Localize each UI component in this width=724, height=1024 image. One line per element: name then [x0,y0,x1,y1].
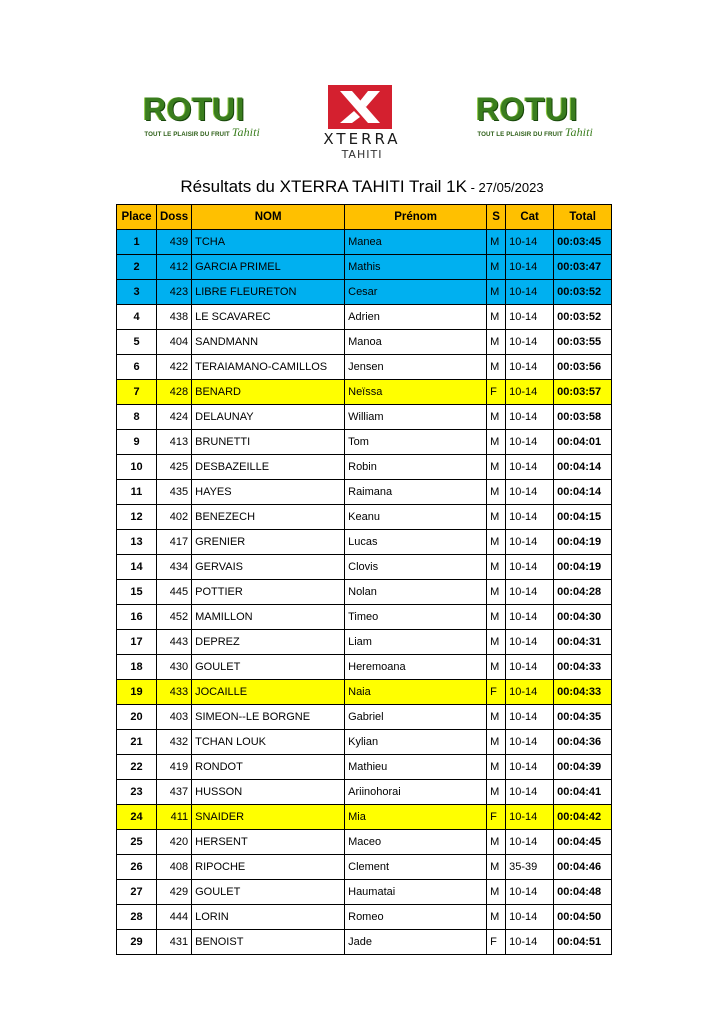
place-cell: 15 [117,580,157,605]
total-cell: 00:03:45 [554,230,612,255]
nom-cell: HAYES [192,480,345,505]
cat-cell: 10-14 [506,730,554,755]
sexe-cell: M [487,905,506,930]
prenom-cell: Manea [345,230,487,255]
sexe-cell: F [487,930,506,955]
total-cell: 00:04:51 [554,930,612,955]
doss-cell: 423 [157,280,192,305]
sexe-cell: M [487,280,506,305]
total-cell: 00:04:45 [554,830,612,855]
page-title [0,177,724,197]
table-row [117,580,612,605]
nom-cell: GOULET [192,655,345,680]
prenom-cell: Heremoana [345,655,487,680]
nom-cell: LIBRE FLEURETON [192,280,345,305]
cat-cell: 10-14 [506,480,554,505]
title-text: Résultats du XTERRA TAHITI Trail 1K [180,177,467,196]
rotui-wordmark: ROTUI [142,91,246,127]
cat-cell: 10-14 [506,455,554,480]
doss-cell: 437 [157,780,192,805]
prenom-cell: Romeo [345,905,487,930]
results-body [117,230,612,955]
nom-cell: SIMEON--LE BORGNE [192,705,345,730]
cat-cell: 10-14 [506,655,554,680]
header-cat: Cat [506,205,554,230]
prenom-cell: Keanu [345,505,487,530]
total-cell: 00:04:36 [554,730,612,755]
table-row [117,380,612,405]
place-cell: 14 [117,555,157,580]
table-row [117,505,612,530]
doss-cell: 412 [157,255,192,280]
table-row [117,755,612,780]
place-cell: 4 [117,305,157,330]
nom-cell: SANDMANN [192,330,345,355]
cat-cell: 10-14 [506,830,554,855]
cat-cell: 10-14 [506,405,554,430]
nom-cell: LE SCAVAREC [192,305,345,330]
prenom-cell: Liam [345,630,487,655]
rotui-tagline: TOUT LE PLAISIR DU FRUIT Tahiti [477,125,593,139]
cat-cell: 10-14 [506,705,554,730]
total-cell: 00:04:31 [554,630,612,655]
total-cell: 00:04:42 [554,805,612,830]
place-cell: 29 [117,930,157,955]
total-cell: 00:03:47 [554,255,612,280]
table-row [117,655,612,680]
place-cell: 17 [117,630,157,655]
nom-cell: SNAIDER [192,805,345,830]
place-cell: 10 [117,455,157,480]
prenom-cell: Lucas [345,530,487,555]
table-row [117,780,612,805]
rotui-wordmark: ROTUI [475,91,579,127]
cat-cell: 10-14 [506,680,554,705]
place-cell: 22 [117,755,157,780]
nom-cell: GERVAIS [192,555,345,580]
total-cell: 00:04:33 [554,680,612,705]
total-cell: 00:04:28 [554,580,612,605]
sexe-cell: M [487,580,506,605]
place-cell: 8 [117,405,157,430]
doss-cell: 452 [157,605,192,630]
prenom-cell: Jade [345,930,487,955]
nom-cell: TERAIAMANO-CAMILLOS [192,355,345,380]
rotui-logo-right [461,92,593,140]
nom-cell: HERSENT [192,830,345,855]
cat-cell: 35-39 [506,855,554,880]
table-row [117,605,612,630]
cat-cell: 10-14 [506,905,554,930]
prenom-cell: Mia [345,805,487,830]
table-row [117,730,612,755]
cat-cell: 10-14 [506,330,554,355]
doss-cell: 413 [157,430,192,455]
prenom-cell: Maceo [345,830,487,855]
table-header-row [117,205,612,230]
rotui-logo-left [128,92,260,140]
total-cell: 00:03:55 [554,330,612,355]
prenom-cell: Manoa [345,330,487,355]
sexe-cell: F [487,680,506,705]
sexe-cell: M [487,630,506,655]
sexe-cell: M [487,755,506,780]
doss-cell: 438 [157,305,192,330]
header-nom: NOM [192,205,345,230]
doss-cell: 402 [157,505,192,530]
total-cell: 00:04:14 [554,480,612,505]
cat-cell: 10-14 [506,505,554,530]
nom-cell: BENEZECH [192,505,345,530]
sexe-cell: F [487,380,506,405]
doss-cell: 411 [157,805,192,830]
cat-cell: 10-14 [506,230,554,255]
sexe-cell: M [487,730,506,755]
place-cell: 7 [117,380,157,405]
total-cell: 00:04:39 [554,755,612,780]
place-cell: 26 [117,855,157,880]
nom-cell: DESBAZEILLE [192,455,345,480]
doss-cell: 408 [157,855,192,880]
nom-cell: GRENIER [192,530,345,555]
nom-cell: RIPOCHE [192,855,345,880]
place-cell: 27 [117,880,157,905]
header-prenom: Prénom [345,205,487,230]
cat-cell: 10-14 [506,930,554,955]
nom-cell: BRUNETTI [192,430,345,455]
doss-cell: 435 [157,480,192,505]
prenom-cell: Raimana [345,480,487,505]
table-row [117,830,612,855]
nom-cell: DELAUNAY [192,405,345,430]
total-cell: 00:04:19 [554,530,612,555]
nom-cell: DEPREZ [192,630,345,655]
table-row [117,455,612,480]
total-cell: 00:03:56 [554,355,612,380]
nom-cell: HUSSON [192,780,345,805]
place-cell: 12 [117,505,157,530]
xterra-wordmark: XTERRA [323,130,401,148]
results-table [116,204,612,955]
nom-cell: BENOIST [192,930,345,955]
place-cell: 16 [117,605,157,630]
sexe-cell: M [487,505,506,530]
doss-cell: 404 [157,330,192,355]
total-cell: 00:04:14 [554,455,612,480]
total-cell: 00:04:15 [554,505,612,530]
xterra-x-icon [328,85,392,129]
prenom-cell: Haumatai [345,880,487,905]
doss-cell: 425 [157,455,192,480]
sexe-cell: M [487,830,506,855]
prenom-cell: Nolan [345,580,487,605]
cat-cell: 10-14 [506,580,554,605]
sexe-cell: M [487,405,506,430]
sexe-cell: M [487,855,506,880]
doss-cell: 422 [157,355,192,380]
total-cell: 00:04:01 [554,430,612,455]
nom-cell: LORIN [192,905,345,930]
table-row [117,305,612,330]
sexe-cell: M [487,305,506,330]
place-cell: 28 [117,905,157,930]
table-row [117,705,612,730]
place-cell: 9 [117,430,157,455]
cat-cell: 10-14 [506,280,554,305]
sexe-cell: F [487,805,506,830]
total-cell: 00:04:35 [554,705,612,730]
place-cell: 19 [117,680,157,705]
nom-cell: MAMILLON [192,605,345,630]
nom-cell: TCHA [192,230,345,255]
cat-cell: 10-14 [506,530,554,555]
table-row [117,930,612,955]
header-sexe: S [487,205,506,230]
nom-cell: TCHAN LOUK [192,730,345,755]
doss-cell: 429 [157,880,192,905]
sexe-cell: M [487,605,506,630]
cat-cell: 10-14 [506,880,554,905]
doss-cell: 444 [157,905,192,930]
total-cell: 00:04:48 [554,880,612,905]
total-cell: 00:04:41 [554,780,612,805]
table-row [117,405,612,430]
table-row [117,430,612,455]
table-row [117,905,612,930]
nom-cell: BENARD [192,380,345,405]
sexe-cell: M [487,230,506,255]
cat-cell: 10-14 [506,255,554,280]
place-cell: 25 [117,830,157,855]
total-cell: 00:04:33 [554,655,612,680]
cat-cell: 10-14 [506,430,554,455]
cat-cell: 10-14 [506,605,554,630]
table-row [117,805,612,830]
doss-cell: 428 [157,380,192,405]
total-cell: 00:04:30 [554,605,612,630]
cat-cell: 10-14 [506,355,554,380]
nom-cell: POTTIER [192,580,345,605]
place-cell: 13 [117,530,157,555]
cat-cell: 10-14 [506,780,554,805]
sexe-cell: M [487,355,506,380]
doss-cell: 445 [157,580,192,605]
doss-cell: 419 [157,755,192,780]
place-cell: 6 [117,355,157,380]
prenom-cell: Mathis [345,255,487,280]
place-cell: 24 [117,805,157,830]
xterra-tahiti-logo [306,82,418,164]
total-cell: 00:04:50 [554,905,612,930]
table-row [117,355,612,380]
nom-cell: RONDOT [192,755,345,780]
table-row [117,880,612,905]
cat-cell: 10-14 [506,305,554,330]
prenom-cell: Naia [345,680,487,705]
prenom-cell: Cesar [345,280,487,305]
prenom-cell: Adrien [345,305,487,330]
doss-cell: 403 [157,705,192,730]
header-total: Total [554,205,612,230]
total-cell: 00:03:57 [554,380,612,405]
total-cell: 00:03:58 [554,405,612,430]
cat-cell: 10-14 [506,630,554,655]
total-cell: 00:03:52 [554,280,612,305]
xterra-tahiti-label: TAHITI [341,148,383,161]
sexe-cell: M [487,780,506,805]
prenom-cell: Jensen [345,355,487,380]
sexe-cell: M [487,430,506,455]
table-row [117,480,612,505]
prenom-cell: Timeo [345,605,487,630]
doss-cell: 432 [157,730,192,755]
table-row [117,630,612,655]
table-row [117,555,612,580]
total-cell: 00:03:52 [554,305,612,330]
place-cell: 2 [117,255,157,280]
table-row [117,230,612,255]
prenom-cell: Ariinohorai [345,780,487,805]
table-row [117,680,612,705]
doss-cell: 434 [157,555,192,580]
place-cell: 1 [117,230,157,255]
prenom-cell: Gabriel [345,705,487,730]
doss-cell: 417 [157,530,192,555]
place-cell: 18 [117,655,157,680]
doss-cell: 420 [157,830,192,855]
place-cell: 20 [117,705,157,730]
sexe-cell: M [487,480,506,505]
prenom-cell: William [345,405,487,430]
header-doss: Doss [157,205,192,230]
total-cell: 00:04:19 [554,555,612,580]
sexe-cell: M [487,880,506,905]
doss-cell: 424 [157,405,192,430]
title-date: - 27/05/2023 [466,180,544,195]
prenom-cell: Mathieu [345,755,487,780]
total-cell: 00:04:46 [554,855,612,880]
prenom-cell: Neïssa [345,380,487,405]
nom-cell: GOULET [192,880,345,905]
table-row [117,255,612,280]
cat-cell: 10-14 [506,805,554,830]
sexe-cell: M [487,330,506,355]
place-cell: 5 [117,330,157,355]
rotui-tagline: TOUT LE PLAISIR DU FRUIT Tahiti [144,125,260,139]
prenom-cell: Kylian [345,730,487,755]
sexe-cell: M [487,530,506,555]
table-row [117,330,612,355]
table-row [117,280,612,305]
nom-cell: GARCIA PRIMEL [192,255,345,280]
doss-cell: 431 [157,930,192,955]
sexe-cell: M [487,655,506,680]
table-row [117,855,612,880]
sexe-cell: M [487,555,506,580]
prenom-cell: Robin [345,455,487,480]
doss-cell: 430 [157,655,192,680]
place-cell: 11 [117,480,157,505]
prenom-cell: Tom [345,430,487,455]
cat-cell: 10-14 [506,380,554,405]
doss-cell: 439 [157,230,192,255]
sexe-cell: M [487,455,506,480]
header-place: Place [117,205,157,230]
doss-cell: 443 [157,630,192,655]
sexe-cell: M [487,705,506,730]
nom-cell: JOCAILLE [192,680,345,705]
doss-cell: 433 [157,680,192,705]
cat-cell: 10-14 [506,755,554,780]
place-cell: 21 [117,730,157,755]
table-row [117,530,612,555]
place-cell: 23 [117,780,157,805]
cat-cell: 10-14 [506,555,554,580]
prenom-cell: Clovis [345,555,487,580]
place-cell: 3 [117,280,157,305]
prenom-cell: Clement [345,855,487,880]
sexe-cell: M [487,255,506,280]
